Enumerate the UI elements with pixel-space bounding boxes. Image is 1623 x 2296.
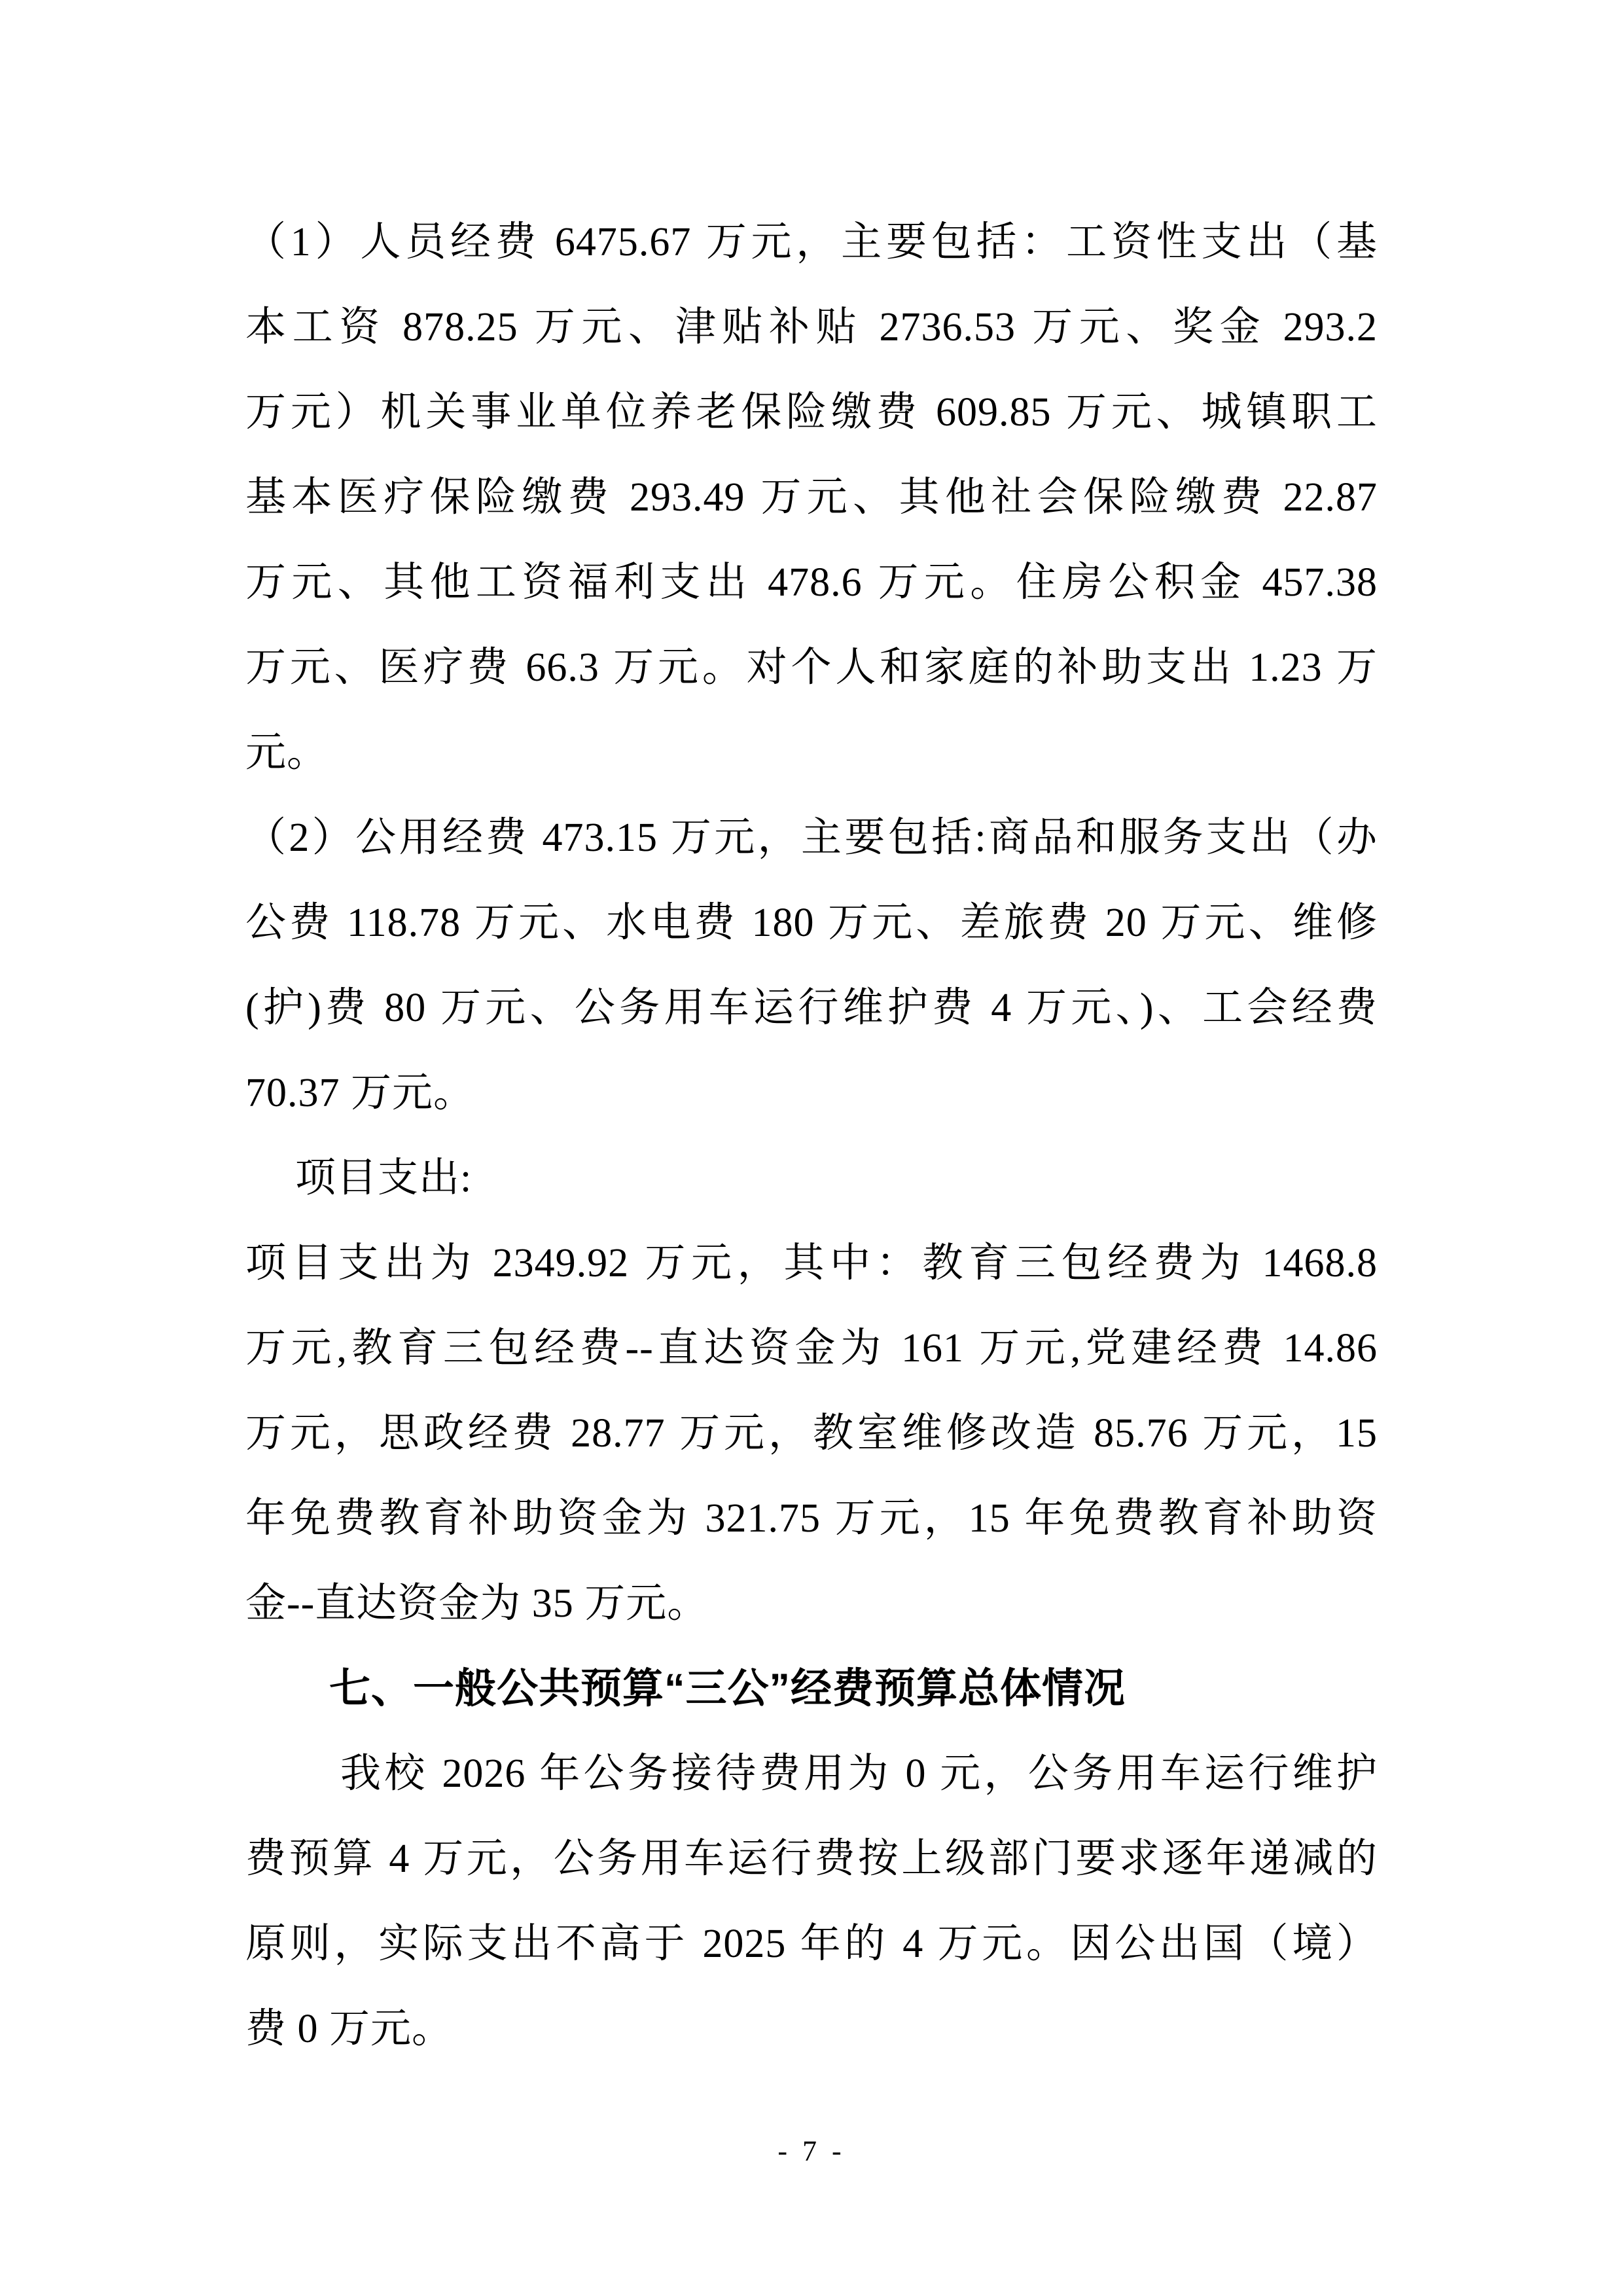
text-line: 元。 — [245, 730, 329, 775]
text-line: 万元、医疗费 66.3 万元。对个人和家庭的补助支出 1.23 万 — [245, 645, 1378, 690]
text-line: 项目支出为 2349.92 万元，其中：教育三包经费为 1468.8 — [245, 1241, 1378, 1285]
text-line: 万元，思政经费 28.77 万元，教室维修改造 85.76 万元，15 — [245, 1411, 1378, 1456]
page-number: - 7 - — [777, 2135, 846, 2167]
text-line: 基本医疗保险缴费 293.49 万元、其他社会保险缴费 22.87 — [245, 475, 1378, 520]
text-line: 70.37 万元。 — [245, 1071, 475, 1115]
text-line: （1）人员经费 6475.67 万元，主要包括：工资性支出（基 — [245, 220, 1378, 264]
text-line: 原则，实际支出不高于 2025 年的 4 万元。因公出国（境） — [245, 1922, 1378, 1966]
text-line: 金--直达资金为 35 万元。 — [245, 1581, 709, 1626]
text-line-project-expense-label: 项目支出: — [295, 1156, 473, 1200]
text-line: （2）公用经费 473.15 万元，主要包括:商品和服务支出（办 — [245, 816, 1378, 860]
text-line: 万元）机关事业单位养老保险缴费 609.85 万元、城镇职工 — [245, 390, 1378, 435]
document-text-block — [245, 200, 1378, 2072]
text-line: 我校 2026 年公务接待费用为 0 元，公务用车运行维护 — [340, 1751, 1378, 1796]
section-heading: 七、一般公共预算“三公”经费预算总体情况 — [329, 1666, 1126, 1712]
text-line: 公费 118.78 万元、水电费 180 万元、差旅费 20 万元、维修 — [245, 901, 1378, 945]
text-line: 本工资 878.25 万元、津贴补贴 2736.53 万元、奖金 293.2 — [245, 305, 1378, 350]
text-line: 万元,教育三包经费--直达资金为 161 万元,党建经费 14.86 — [245, 1326, 1378, 1371]
text-line: 万元、其他工资福利支出 478.6 万元。住房公积金 457.38 — [245, 560, 1378, 605]
text-line: 费预算 4 万元，公务用车运行费按上级部门要求逐年递减的 — [245, 1837, 1378, 1881]
text-line: 年免费教育补助资金为 321.75 万元，15 年免费教育补助资 — [245, 1496, 1378, 1541]
text-line: 费 0 万元。 — [245, 2007, 454, 2051]
text-line: (护)费 80 万元、公务用车运行维护费 4 万元、)、工会经费 — [245, 986, 1378, 1030]
